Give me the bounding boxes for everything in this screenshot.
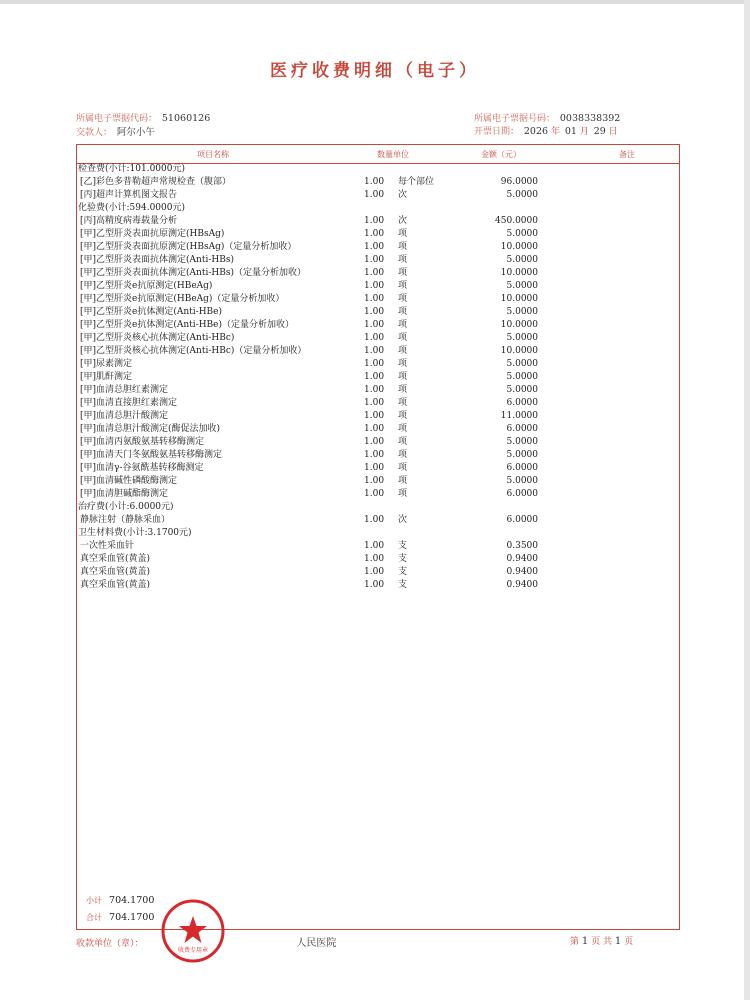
item-qty: 1.00 xyxy=(364,307,385,317)
invoice-no-line: 所属电子票据号码： 0038338392 xyxy=(474,113,621,124)
official-seal-icon xyxy=(160,898,226,964)
table-row xyxy=(78,267,678,280)
item-qty: 1.00 xyxy=(364,281,385,291)
item-unit: 支 xyxy=(398,580,408,590)
date-line: 开票日期： 2026 年 01 月 29 日 xyxy=(474,126,618,137)
page-label: 页 共 xyxy=(591,937,613,947)
item-qty: 1.00 xyxy=(364,333,385,343)
item-unit: 每个部位 xyxy=(398,177,435,187)
item-amount: 96.0000 xyxy=(500,177,538,187)
issuer-line: 收款单位（章）： 人民医院 xyxy=(76,938,337,949)
item-qty: 1.00 xyxy=(364,580,385,590)
item-amount: 6.0000 xyxy=(506,398,538,408)
item-qty: 1.00 xyxy=(364,398,385,408)
item-amount: 6.0000 xyxy=(506,515,538,525)
table-row xyxy=(78,280,678,293)
item-qty: 1.00 xyxy=(364,177,385,187)
item-amount: 5.0000 xyxy=(506,437,538,447)
date-year: 2026 xyxy=(523,126,549,137)
table-row xyxy=(78,254,678,267)
item-unit: 项 xyxy=(398,333,408,343)
item-name: 真空采血管(黄盖) xyxy=(80,554,151,564)
table-row xyxy=(78,410,678,423)
item-name: [乙]彩色多普勒超声常规检查（腹部） xyxy=(80,177,232,187)
item-unit: 项 xyxy=(398,320,408,330)
item-unit: 项 xyxy=(398,359,408,369)
table-row xyxy=(78,540,678,553)
item-name: [甲]血清碱性磷酸酶测定 xyxy=(80,476,178,486)
item-unit: 项 xyxy=(398,450,408,460)
item-name: [甲]乙型肝炎e抗体测定(Anti-HBe) xyxy=(80,307,222,317)
total-value: 704.1700 xyxy=(109,912,155,923)
item-amount: 10.0000 xyxy=(500,242,538,252)
page-total: 1 xyxy=(614,936,622,947)
page-label: 页 xyxy=(624,937,634,947)
item-name: 治疗费(小计:6.0000元) xyxy=(78,502,174,512)
item-amount: 5.0000 xyxy=(506,333,538,343)
item-unit: 次 xyxy=(398,190,408,200)
category-row xyxy=(78,202,678,215)
item-name: [甲]肌酐测定 xyxy=(80,372,133,382)
item-unit: 项 xyxy=(398,281,408,291)
item-name: [甲]血清直接胆红素测定 xyxy=(80,398,178,408)
table-row xyxy=(78,566,678,579)
category-row xyxy=(78,527,678,540)
item-name: 静脉注射（静脉采血） xyxy=(80,515,171,525)
seal-text: 收费专用章 xyxy=(177,947,209,954)
item-amount: 5.0000 xyxy=(506,385,538,395)
page-number: 1 xyxy=(581,936,589,947)
item-name: [甲]乙型肝炎e抗原测定(HBeAg) xyxy=(80,281,213,291)
item-name: [甲]乙型肝炎核心抗体测定(Anti-HBc)（定量分析加收） xyxy=(80,346,307,356)
item-amount: 6.0000 xyxy=(506,424,538,434)
invoice-code-label: 所属电子票据代码 xyxy=(76,114,149,124)
item-qty: 1.00 xyxy=(364,242,385,252)
item-unit: 项 xyxy=(398,255,408,265)
item-amount: 5.0000 xyxy=(506,281,538,291)
item-name: [甲]乙型肝炎表面抗原测定(HBsAg) xyxy=(80,229,225,239)
item-amount: 450.0000 xyxy=(495,216,538,226)
item-amount: 0.9400 xyxy=(506,554,538,564)
issuer-name: 人民医院 xyxy=(296,938,337,949)
page-label: 第 xyxy=(570,937,580,947)
item-name: [甲]乙型肝炎表面抗体测定(Anti-HBs) xyxy=(80,255,234,265)
table-row xyxy=(78,579,678,592)
item-unit: 项 xyxy=(398,437,408,447)
table-row xyxy=(78,228,678,241)
table-row xyxy=(78,332,678,345)
table-row xyxy=(78,345,678,358)
item-qty: 1.00 xyxy=(364,554,385,564)
subtotal-value: 704.1700 xyxy=(109,895,155,906)
item-name: [甲]血清丙氨酸氨基转移酶测定 xyxy=(80,437,205,447)
item-unit: 项 xyxy=(398,411,408,421)
table-row xyxy=(78,514,678,527)
item-qty: 1.00 xyxy=(364,411,385,421)
issuer-label: 收款单位（章） xyxy=(76,939,135,949)
item-amount: 0.9400 xyxy=(506,580,538,590)
item-qty: 1.00 xyxy=(364,424,385,434)
subtotal-label: 小计 xyxy=(86,896,102,905)
item-unit: 项 xyxy=(398,242,408,252)
col-amount-header: 金额（元） xyxy=(481,150,521,159)
payer: 阿尔小午 xyxy=(116,127,155,138)
item-qty: 1.00 xyxy=(364,229,385,239)
item-amount: 6.0000 xyxy=(506,489,538,499)
table-row xyxy=(78,215,678,228)
table-row xyxy=(78,189,678,202)
seal-star xyxy=(179,916,207,943)
page-indicator xyxy=(570,934,633,947)
item-qty: 1.00 xyxy=(364,346,385,356)
item-name: [丙]超声计算机图文报告 xyxy=(80,190,178,200)
item-unit: 项 xyxy=(398,476,408,486)
item-unit: 项 xyxy=(398,268,408,278)
total-line xyxy=(86,912,154,923)
item-unit: 项 xyxy=(398,294,408,304)
table-row xyxy=(78,475,678,488)
item-unit: 支 xyxy=(398,567,408,577)
item-amount: 5.0000 xyxy=(506,359,538,369)
item-amount: 11.0000 xyxy=(500,411,538,421)
item-unit: 项 xyxy=(398,346,408,356)
col-item-header: 项目名称 xyxy=(197,150,229,159)
table-row xyxy=(78,397,678,410)
item-name: 检查费(小计:101.0000元) xyxy=(78,164,185,174)
item-qty: 1.00 xyxy=(364,541,385,551)
item-unit: 项 xyxy=(398,489,408,499)
table-body xyxy=(78,163,678,592)
payer-line: 交款人： 阿尔小午 xyxy=(76,127,155,138)
date-label: 开票日期 xyxy=(474,127,511,137)
scan-edge xyxy=(0,0,750,4)
item-name: [甲]乙型肝炎e抗原测定(HBeAg)（定量分析加收） xyxy=(80,294,285,304)
item-name: [甲]血清天门冬氨酸氨基转移酶测定 xyxy=(80,450,223,460)
table-row xyxy=(78,462,678,475)
col-note-header: 备注 xyxy=(619,150,635,159)
item-unit: 项 xyxy=(398,385,408,395)
col-qty-header: 数量单位 xyxy=(377,150,409,159)
item-qty: 1.00 xyxy=(364,320,385,330)
total-label: 合计 xyxy=(86,913,102,922)
item-unit: 项 xyxy=(398,424,408,434)
scan-edge xyxy=(744,0,750,1000)
item-amount: 0.9400 xyxy=(506,567,538,577)
year-char: 年 xyxy=(550,127,560,137)
table-row xyxy=(78,293,678,306)
table-row xyxy=(78,553,678,566)
item-qty: 1.00 xyxy=(364,359,385,369)
item-name: [甲]血清总胆汁酸测定 xyxy=(80,411,169,421)
item-qty: 1.00 xyxy=(364,268,385,278)
item-name: [甲]血清胆碱酯酶测定 xyxy=(80,489,169,499)
item-name: [甲]血清γ-谷氨酰基转移酶测定 xyxy=(80,463,204,473)
item-qty: 1.00 xyxy=(364,372,385,382)
invoice-code: 51060126 xyxy=(161,113,211,124)
item-qty: 1.00 xyxy=(364,437,385,447)
item-qty: 1.00 xyxy=(364,515,385,525)
item-name: 真空采血管(黄盖) xyxy=(80,567,151,577)
item-amount: 6.0000 xyxy=(506,463,538,473)
item-qty: 1.00 xyxy=(364,450,385,460)
table-row xyxy=(78,306,678,319)
item-qty: 1.00 xyxy=(364,476,385,486)
table-row xyxy=(78,241,678,254)
month-char: 月 xyxy=(579,127,589,137)
table-row xyxy=(78,488,678,501)
item-qty: 1.00 xyxy=(364,294,385,304)
item-qty: 1.00 xyxy=(364,567,385,577)
item-amount: 5.0000 xyxy=(506,476,538,486)
item-name: [甲]乙型肝炎表面抗体测定(Anti-HBs)（定量分析加收） xyxy=(80,268,306,278)
item-amount: 10.0000 xyxy=(500,320,538,330)
item-amount: 5.0000 xyxy=(506,307,538,317)
table-row xyxy=(78,176,678,189)
item-amount: 5.0000 xyxy=(506,450,538,460)
item-name: [甲]血清总胆汁酸测定(酶促法加收) xyxy=(80,424,221,434)
item-qty: 1.00 xyxy=(364,190,385,200)
table-row xyxy=(78,371,678,384)
item-qty: 1.00 xyxy=(364,385,385,395)
item-name: 真空采血管(黄盖) xyxy=(80,580,151,590)
table-row xyxy=(78,449,678,462)
item-amount: 5.0000 xyxy=(506,255,538,265)
item-unit: 次 xyxy=(398,216,408,226)
document-title: 医疗收费明细（电子） xyxy=(270,61,480,81)
item-name: [甲]尿素测定 xyxy=(80,359,133,369)
date-day: 29 xyxy=(593,126,606,137)
item-amount: 10.0000 xyxy=(500,268,538,278)
item-qty: 1.00 xyxy=(364,489,385,499)
table-row xyxy=(78,436,678,449)
item-unit: 项 xyxy=(398,398,408,408)
item-qty: 1.00 xyxy=(364,463,385,473)
item-amount: 5.0000 xyxy=(506,190,538,200)
item-name: [丙]高精度病毒载量分析 xyxy=(80,216,178,226)
category-row xyxy=(78,163,678,176)
category-row xyxy=(78,501,678,514)
subtotal-line xyxy=(86,895,154,906)
item-unit: 支 xyxy=(398,541,408,551)
table-row xyxy=(78,423,678,436)
item-name: 卫生材料费(小计:3.1700元) xyxy=(78,528,192,538)
item-amount: 10.0000 xyxy=(500,294,538,304)
item-name: [甲]乙型肝炎核心抗体测定(Anti-HBc) xyxy=(80,333,235,343)
item-name: 化验费(小计:594.0000元) xyxy=(78,203,185,213)
table-row xyxy=(78,384,678,397)
date-month: 01 xyxy=(564,126,577,137)
invoice-no-label: 所属电子票据号码 xyxy=(474,114,547,124)
item-unit: 项 xyxy=(398,372,408,382)
item-unit: 项 xyxy=(398,307,408,317)
day-char: 日 xyxy=(608,127,618,137)
item-amount: 0.3500 xyxy=(506,541,538,551)
item-amount: 5.0000 xyxy=(506,372,538,382)
item-qty: 1.00 xyxy=(364,255,385,265)
item-unit: 支 xyxy=(398,554,408,564)
table-row xyxy=(78,358,678,371)
item-name: [甲]乙型肝炎表面抗原测定(HBsAg)（定量分析加收） xyxy=(80,242,297,252)
table-header xyxy=(77,145,679,164)
item-unit: 项 xyxy=(398,229,408,239)
invoice-code-line: 所属电子票据代码： 51060126 xyxy=(76,113,211,124)
item-name: [甲]乙型肝炎e抗体测定(Anti-HBe)（定量分析加收） xyxy=(80,320,294,330)
item-name: [甲]血清总胆红素测定 xyxy=(80,385,169,395)
table-row xyxy=(78,319,678,332)
payer-label: 交款人 xyxy=(76,128,104,138)
item-name: 一次性采血针 xyxy=(80,541,135,551)
item-amount: 5.0000 xyxy=(506,229,538,239)
item-qty: 1.00 xyxy=(364,216,385,226)
item-unit: 项 xyxy=(398,463,408,473)
invoice-no: 0038338392 xyxy=(559,113,621,124)
item-unit: 次 xyxy=(398,515,408,525)
item-amount: 10.0000 xyxy=(500,346,538,356)
